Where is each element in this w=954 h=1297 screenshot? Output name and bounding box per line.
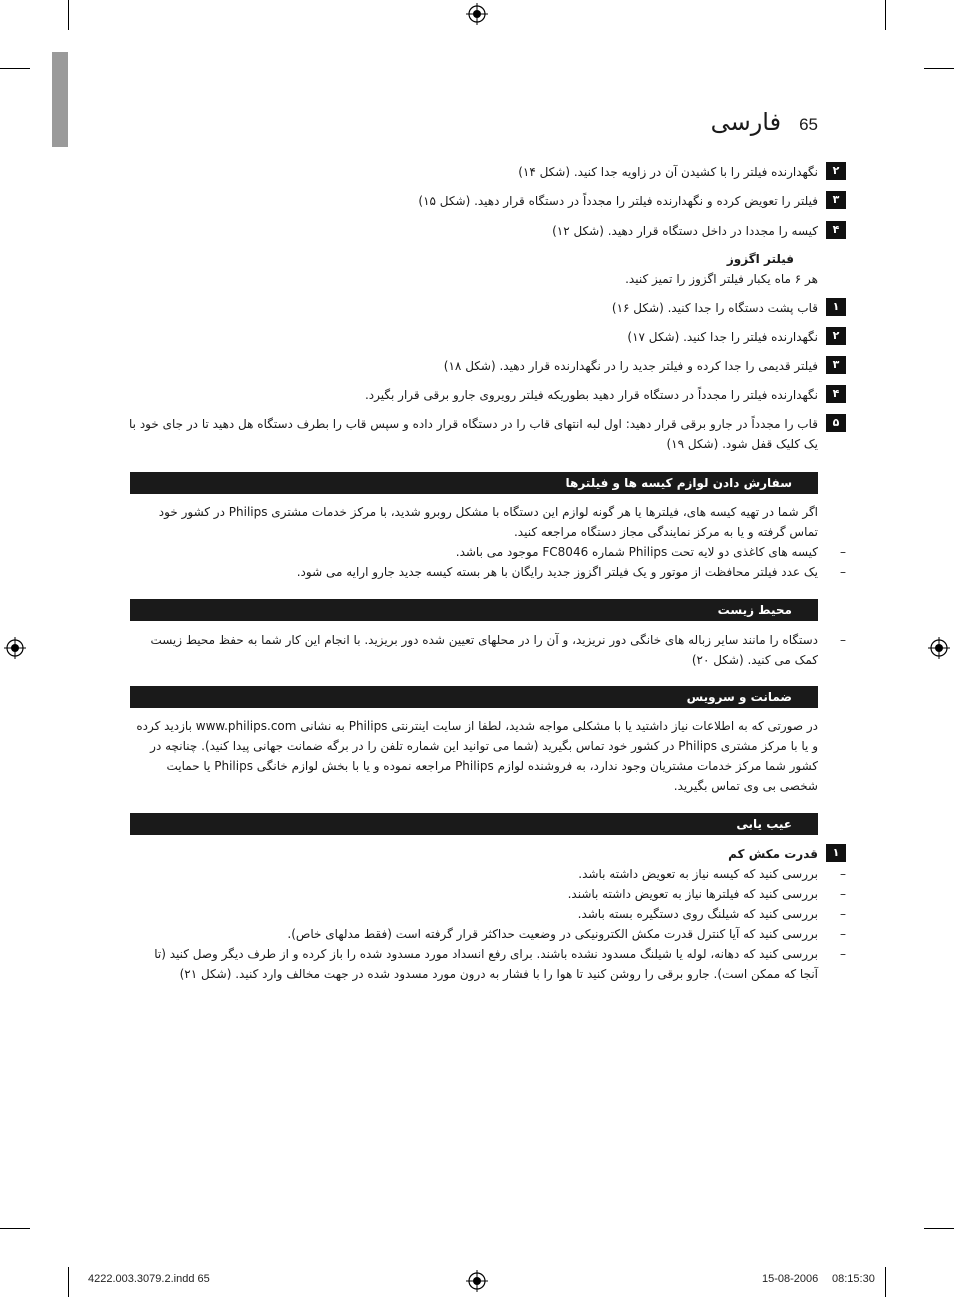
step-text: کیسه را مجددا در داخل دستگاه قرار دهید. (شکل ۱۲) bbox=[552, 224, 818, 238]
section-paragraph: در صورتی که به اطلاعات نیاز داشتید یا با مشکلی مواجه شدید، لطفا از سایت اینترنتی Philips به نشانی www.philips.com بازدید کرده و یا با مرکز مشتری Philips در کشور خود تماس بگیرید (شما می توانید این شماره تلفن را در برگه ضمانت جهانی پیدا کنید). چنانچه در کشور شما مرکز خدمات مشتریان وجود ندارد، به فروشنده لوازم Philips مراجعه نموده و یا با بخش لوازم خانگی Philips یا حمایت شخصی بی وی تماس بگیرید. bbox=[136, 719, 818, 793]
step-number: ۱ bbox=[826, 298, 846, 316]
list-item-text: بررسی کنید که آیا کنترل قدرت مکش الکترونیکی در وضعیت حداکثر قرار گرفته است (فقط مدلهای خاص). bbox=[287, 927, 818, 941]
step-item bbox=[118, 844, 840, 864]
section-heading-environment: محیط زیست bbox=[130, 599, 818, 621]
step-item bbox=[118, 191, 840, 211]
registration-mark-icon bbox=[928, 637, 950, 659]
step-item bbox=[118, 298, 840, 318]
list-item: – بررسی کنید که فیلترها نیاز به تعویض داشته باشند. bbox=[567, 887, 846, 901]
crop-mark bbox=[68, 0, 69, 30]
crop-mark bbox=[0, 68, 30, 69]
step-text: قاب را مجدداً در جارو برقی قرار دهید: اول لبه انتهای قاب را در دستگاه قرار داده و سپس قاب را بطرف دستگاه هل دهید تا در جای خود با یک کلیک قفل شود. (شکل ۱۹) bbox=[129, 417, 818, 451]
list-item-text: یک عدد فیلتر محافظت از موتور و یک فیلتر اگزوز جدید رایگان با هر بسته کیسه جدید جارو ارایه می شود. bbox=[296, 565, 818, 579]
registration-mark-icon bbox=[466, 1270, 488, 1292]
page-header bbox=[711, 108, 818, 136]
list-item-text: بررسی کنید که دهانه، لوله یا شیلنگ مسدود نشده باشند. برای رفع انسداد مورد مسدود شده را باز کرده و از طرف دیگر وصل کنید (تا آنجا که ممکن است). جارو برقی را روشن کنید تا هوا را با فشار به درون مورد مسدود شده در جهت مخالف وارد کنید. (شکل ۲۱) bbox=[154, 947, 818, 981]
page-number: 65 bbox=[799, 115, 818, 134]
section-intro: هر ۶ ماه یکبار فیلتر اگزوز را تمیز کنید. bbox=[625, 272, 818, 286]
registration-mark-icon bbox=[466, 3, 488, 25]
footer-file-info: 4222.003.3079.2.indd 65 bbox=[88, 1273, 210, 1285]
list-item: – بررسی کنید که دهانه، لوله یا شیلنگ مسدود نشده باشند. برای رفع انسداد مورد مسدود شده را باز کرده و از طرف دیگر وصل کنید (تا آنجا که ممکن است). جارو برقی را روشن کنید تا هوا را با فشار به درون مورد مسدود شده در جهت مخالف وارد کنید. (شکل ۲۱) bbox=[154, 947, 846, 981]
list-item: – بررسی کنید که آیا کنترل قدرت مکش الکترونیکی در وضعیت حداکثر قرار گرفته است (فقط مدلهای خاص). bbox=[287, 927, 846, 941]
crop-mark bbox=[885, 0, 886, 30]
list-item: – بررسی کنید که کیسه نیاز به تعویض داشته باشد. bbox=[578, 867, 846, 881]
step-number: ۲ bbox=[826, 327, 846, 345]
list-item-text: بررسی کنید که کیسه نیاز به تعویض داشته باشد. bbox=[578, 867, 818, 881]
crop-mark bbox=[924, 68, 954, 69]
step-number: ۲ bbox=[826, 162, 846, 180]
crop-mark bbox=[924, 1228, 954, 1229]
step-text: نگهدارنده فیلتر را جدا کنید. (شکل ۱۷) bbox=[627, 330, 818, 344]
step-number: ۴ bbox=[826, 385, 846, 403]
crop-mark bbox=[68, 1267, 69, 1297]
step-number: ۳ bbox=[826, 191, 846, 209]
crop-mark bbox=[0, 1228, 30, 1229]
footer-time: 08:15:30 bbox=[832, 1273, 875, 1285]
list-item: – بررسی کنید که شیلنگ روی دستگیره بسته باشد. bbox=[577, 907, 846, 921]
step-number: ۱ bbox=[826, 844, 846, 862]
step-number: ۳ bbox=[826, 356, 846, 374]
list-item: – یک عدد فیلتر محافظت از موتور و یک فیلتر اگزوز جدید رایگان با هر بسته کیسه جدید جارو ارایه می شود. bbox=[296, 565, 846, 579]
list-item-text: بررسی کنید که شیلنگ روی دستگیره بسته باشد. bbox=[577, 907, 818, 921]
list-item-text: کیسه های کاغذی دو لایه تحت Philips شماره FC8046 موجود می باشد. bbox=[455, 545, 818, 559]
step-item bbox=[118, 414, 840, 454]
section-paragraph: اگر شما در تهیه کیسه های، فیلترها یا هر گونه لوازم این دستگاه با مشکل روبرو شدید، با مرکز خدمات مشتری Philips در کشور خود تماس گرفته و یا به مرکز نمایندگی مجاز دستگاه مراجعه کنید. bbox=[158, 505, 818, 539]
section-heading-troubleshooting: عیب یابی bbox=[130, 813, 818, 835]
footer-date: 15-08-2006 bbox=[762, 1273, 819, 1285]
section-subheading: فیلتر اگزوز bbox=[726, 252, 794, 266]
registration-mark-icon bbox=[4, 637, 26, 659]
step-text: نگهدارنده فیلتر را مجدداً در دستگاه قرار دهید بطوریکه فیلتر رویروی جارو برقی قرار بگیرد. bbox=[364, 388, 818, 402]
step-item bbox=[118, 385, 840, 405]
page-language: فارسی bbox=[710, 108, 782, 136]
list-item: – دستگاه را مانند سایر زباله های خانگی دور نریزید، و آن را در محلهای تعیین شده دور بریزید. با انجام این کار شما به حفظ محیط زیست کمک می کنید. (شکل ۲۰) bbox=[150, 633, 846, 667]
step-text: فیلتر قدیمی را جدا کرده و فیلتر جدید را در نگهدارنده قرار دهید. (شکل ۱۸) bbox=[443, 359, 818, 373]
step-number: ۴ bbox=[826, 221, 846, 239]
list-item-text: دستگاه را مانند سایر زباله های خانگی دور نریزید، و آن را در محلهای تعیین شده دور بریزید. با انجام این کار شما به حفظ محیط زیست کمک می کنید. (شکل ۲۰) bbox=[150, 633, 818, 667]
step-text: قاب پشت دستگاه را جدا کنید. (شکل ۱۶) bbox=[611, 301, 818, 315]
list-item-text: بررسی کنید که فیلترها نیاز به تعویض داشته باشند. bbox=[567, 887, 818, 901]
step-item bbox=[118, 356, 840, 376]
step-item bbox=[118, 327, 840, 347]
list-item: – کیسه های کاغذی دو لایه تحت Philips شماره FC8046 موجود می باشد. bbox=[455, 545, 846, 559]
step-text: نگهدارنده فیلتر را با کشیدن آن در زاویه جدا کنید. (شکل ۱۴) bbox=[518, 165, 818, 179]
section-heading-warranty: ضمانت و سرویس bbox=[130, 686, 818, 708]
step-number: ۵ bbox=[826, 414, 846, 432]
crop-mark bbox=[885, 1267, 886, 1297]
step-item bbox=[118, 221, 840, 241]
step-text: قدرت مکش کم bbox=[728, 847, 818, 861]
language-side-tab bbox=[52, 52, 68, 147]
step-text: فیلتر را تعویض کرده و نگهدارنده فیلتر را مجدداً در دستگاه قرار دهید. (شکل ۱۵) bbox=[418, 194, 818, 208]
step-item bbox=[118, 162, 840, 182]
section-heading-accessories: سفارش دادن لوازم کیسه ها و فیلترها bbox=[130, 472, 818, 494]
